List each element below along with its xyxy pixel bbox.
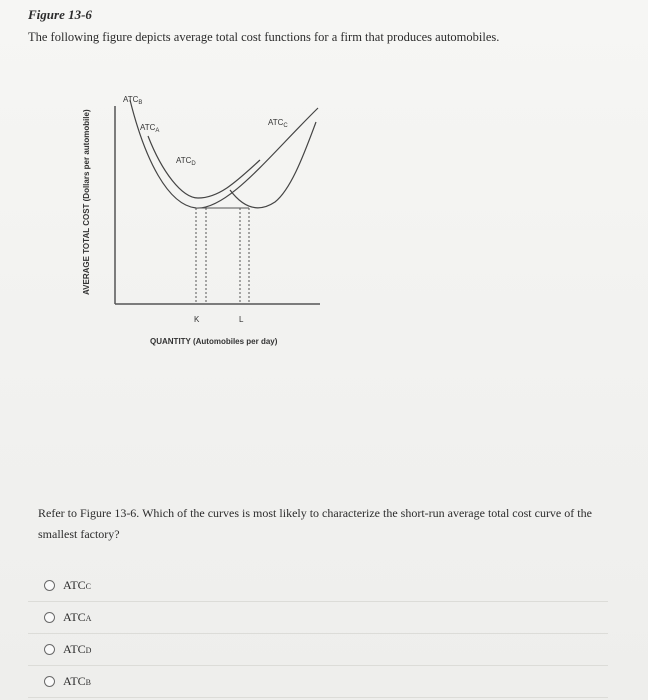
- radio-icon[interactable]: [44, 612, 55, 623]
- option-atc-a[interactable]: [28, 602, 608, 634]
- curve-atc-c: [230, 122, 316, 208]
- label-atc-a: $ATC_A$: [140, 123, 160, 134]
- y-axis-label: AVERAGE TOTAL COST (Dollars per automobile): [82, 109, 91, 295]
- label-atc-c: $ATC_C$: [268, 118, 288, 129]
- x-tick-l: L: [239, 315, 244, 324]
- answer-options: [28, 570, 608, 698]
- curve-atc-b: [130, 100, 318, 208]
- x-tick-k: K: [194, 315, 200, 324]
- radio-icon[interactable]: [44, 676, 55, 687]
- option-atc-b[interactable]: [28, 666, 608, 698]
- label-atc-b: $ATC_B$: [123, 95, 143, 106]
- x-axis-label: QUANTITY (Automobiles per day): [150, 337, 278, 346]
- label-atc-d: $ATC_D$: [176, 156, 196, 167]
- option-atc-c[interactable]: [28, 570, 608, 602]
- figure-title: Figure 13-6: [28, 7, 92, 22]
- option-label: ATCA: [63, 610, 92, 624]
- option-label: ATCB: [63, 674, 92, 688]
- question-text: Refer to Figure 13-6. Which of the curves is most likely to characterize the short-run average total cost curve of the smallest factory?: [38, 506, 592, 541]
- figure-description: The following figure depicts average total cost functions for a firm that produces automobiles.: [28, 30, 500, 44]
- option-label: ATCD: [63, 642, 92, 656]
- option-atc-d[interactable]: [28, 634, 608, 666]
- radio-icon[interactable]: [44, 580, 55, 591]
- curve-atc-a: [148, 136, 260, 198]
- radio-icon[interactable]: [44, 644, 55, 655]
- option-label: ATCC: [63, 578, 92, 592]
- atc-chart: [70, 80, 360, 360]
